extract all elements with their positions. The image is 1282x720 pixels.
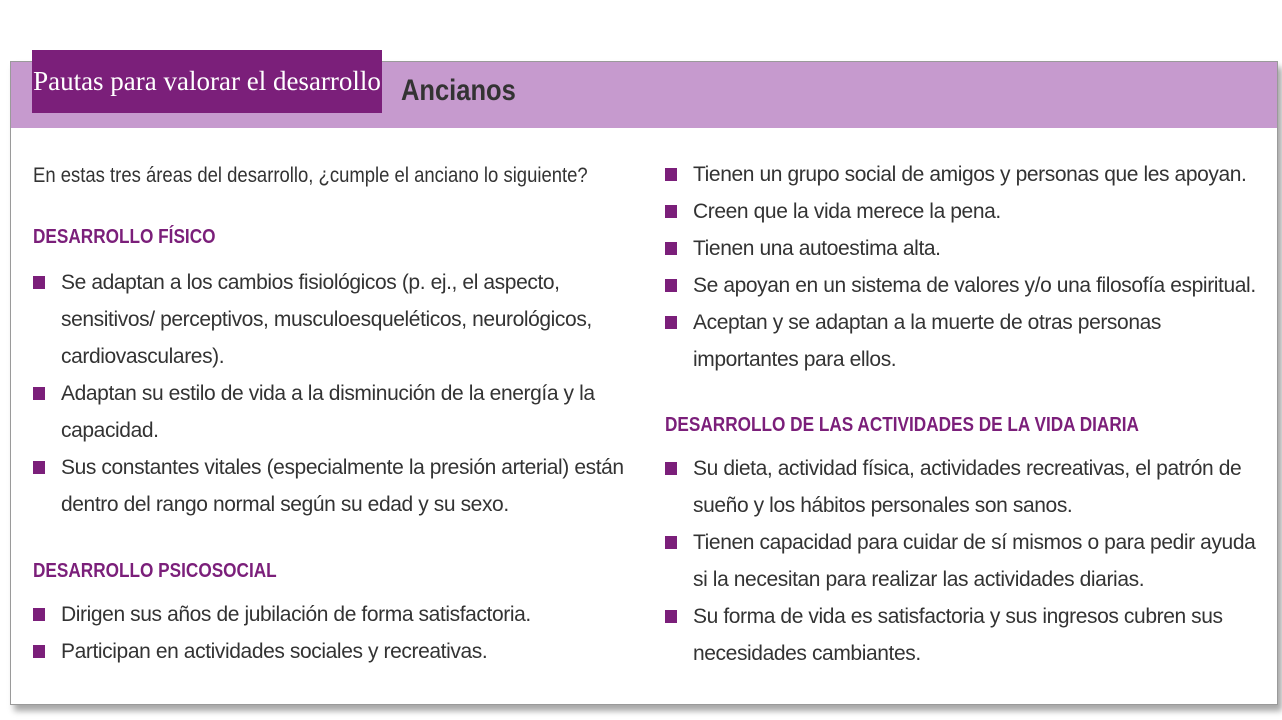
list-item-text: Tienen un grupo social de amigos y personas que les apoyan. [693, 163, 1247, 186]
list-item-text: Se apoyan en un sistema de valores y/o una filosofía espiritual. [693, 274, 1256, 297]
list-item [665, 450, 1265, 524]
bullet-icon [665, 536, 677, 549]
bullet-icon [33, 387, 45, 400]
list-item-text: Participan en actividades sociales y recreativas. [61, 640, 488, 663]
heading-vida-diaria: DESARROLLO DE LAS ACTIVIDADES DE LA VIDA DIARIA [665, 414, 1139, 436]
bullet-icon [665, 462, 677, 475]
list-desarrollo-psicosocial-left [33, 596, 625, 670]
list-item [665, 598, 1265, 672]
header-band [11, 62, 1277, 128]
list-item [665, 193, 1265, 230]
bullet-icon [665, 279, 677, 292]
guideline-card [10, 61, 1278, 705]
list-item [665, 267, 1265, 304]
list-item-text: Se adaptan a los cambios fisiológicos (p. ej., el aspecto, sensitivos/ perceptivos, musculoesqueléticos, neurológicos, cardiovasculares). [61, 271, 592, 368]
bullet-icon [33, 276, 45, 289]
list-vida-diaria [665, 450, 1265, 672]
list-item-text: Aceptan y se adaptan a la muerte de otras personas importantes para ellos. [693, 311, 1161, 371]
bullet-icon [665, 610, 677, 623]
list-item-text: Tienen capacidad para cuidar de sí mismos o para pedir ayuda si la necesitan para realizar las actividades diarias. [693, 531, 1256, 591]
intro-text: En estas tres áreas del desarrollo, ¿cumple el anciano lo siguiente? [33, 164, 588, 187]
list-item-text: Tienen una autoestima alta. [693, 237, 941, 260]
bullet-icon [665, 242, 677, 255]
list-item-text: Sus constantes vitales (especialmente la presión arterial) están dentro del rango normal según su edad y su sexo. [61, 456, 624, 516]
list-item [33, 596, 625, 633]
list-item-text: Su dieta, actividad física, actividades recreativas, el patrón de sueño y los hábitos personales son sanos. [693, 457, 1242, 517]
list-item-text: Su forma de vida es satisfactoria y sus ingresos cubren sus necesidades cambiantes. [693, 605, 1223, 665]
bullet-icon [33, 645, 45, 658]
list-item-text: Creen que la vida merece la pena. [693, 200, 1001, 223]
list-item [665, 156, 1265, 193]
list-item [33, 449, 625, 523]
page-title: Ancianos [401, 74, 516, 107]
list-item-text: Dirigen sus años de jubilación de forma satisfactoria. [61, 603, 531, 626]
list-item [33, 375, 625, 449]
heading-desarrollo-fisico: DESARROLLO FÍSICO [33, 226, 216, 248]
bullet-icon [33, 461, 45, 474]
header-badge: Pautas para valorar el desarrollo [32, 50, 382, 113]
list-item [665, 304, 1265, 378]
list-item [665, 230, 1265, 267]
bullet-icon [665, 168, 677, 181]
list-item-text: Adaptan su estilo de vida a la disminución de la energía y la capacidad. [61, 382, 595, 442]
bullet-icon [665, 316, 677, 329]
list-item [33, 633, 625, 670]
list-desarrollo-psicosocial-right [665, 156, 1265, 378]
bullet-icon [33, 608, 45, 621]
bullet-icon [665, 205, 677, 218]
list-desarrollo-fisico [33, 264, 625, 523]
list-item [665, 524, 1265, 598]
heading-desarrollo-psicosocial: DESARROLLO PSICOSOCIAL [33, 560, 277, 582]
list-item [33, 264, 625, 375]
